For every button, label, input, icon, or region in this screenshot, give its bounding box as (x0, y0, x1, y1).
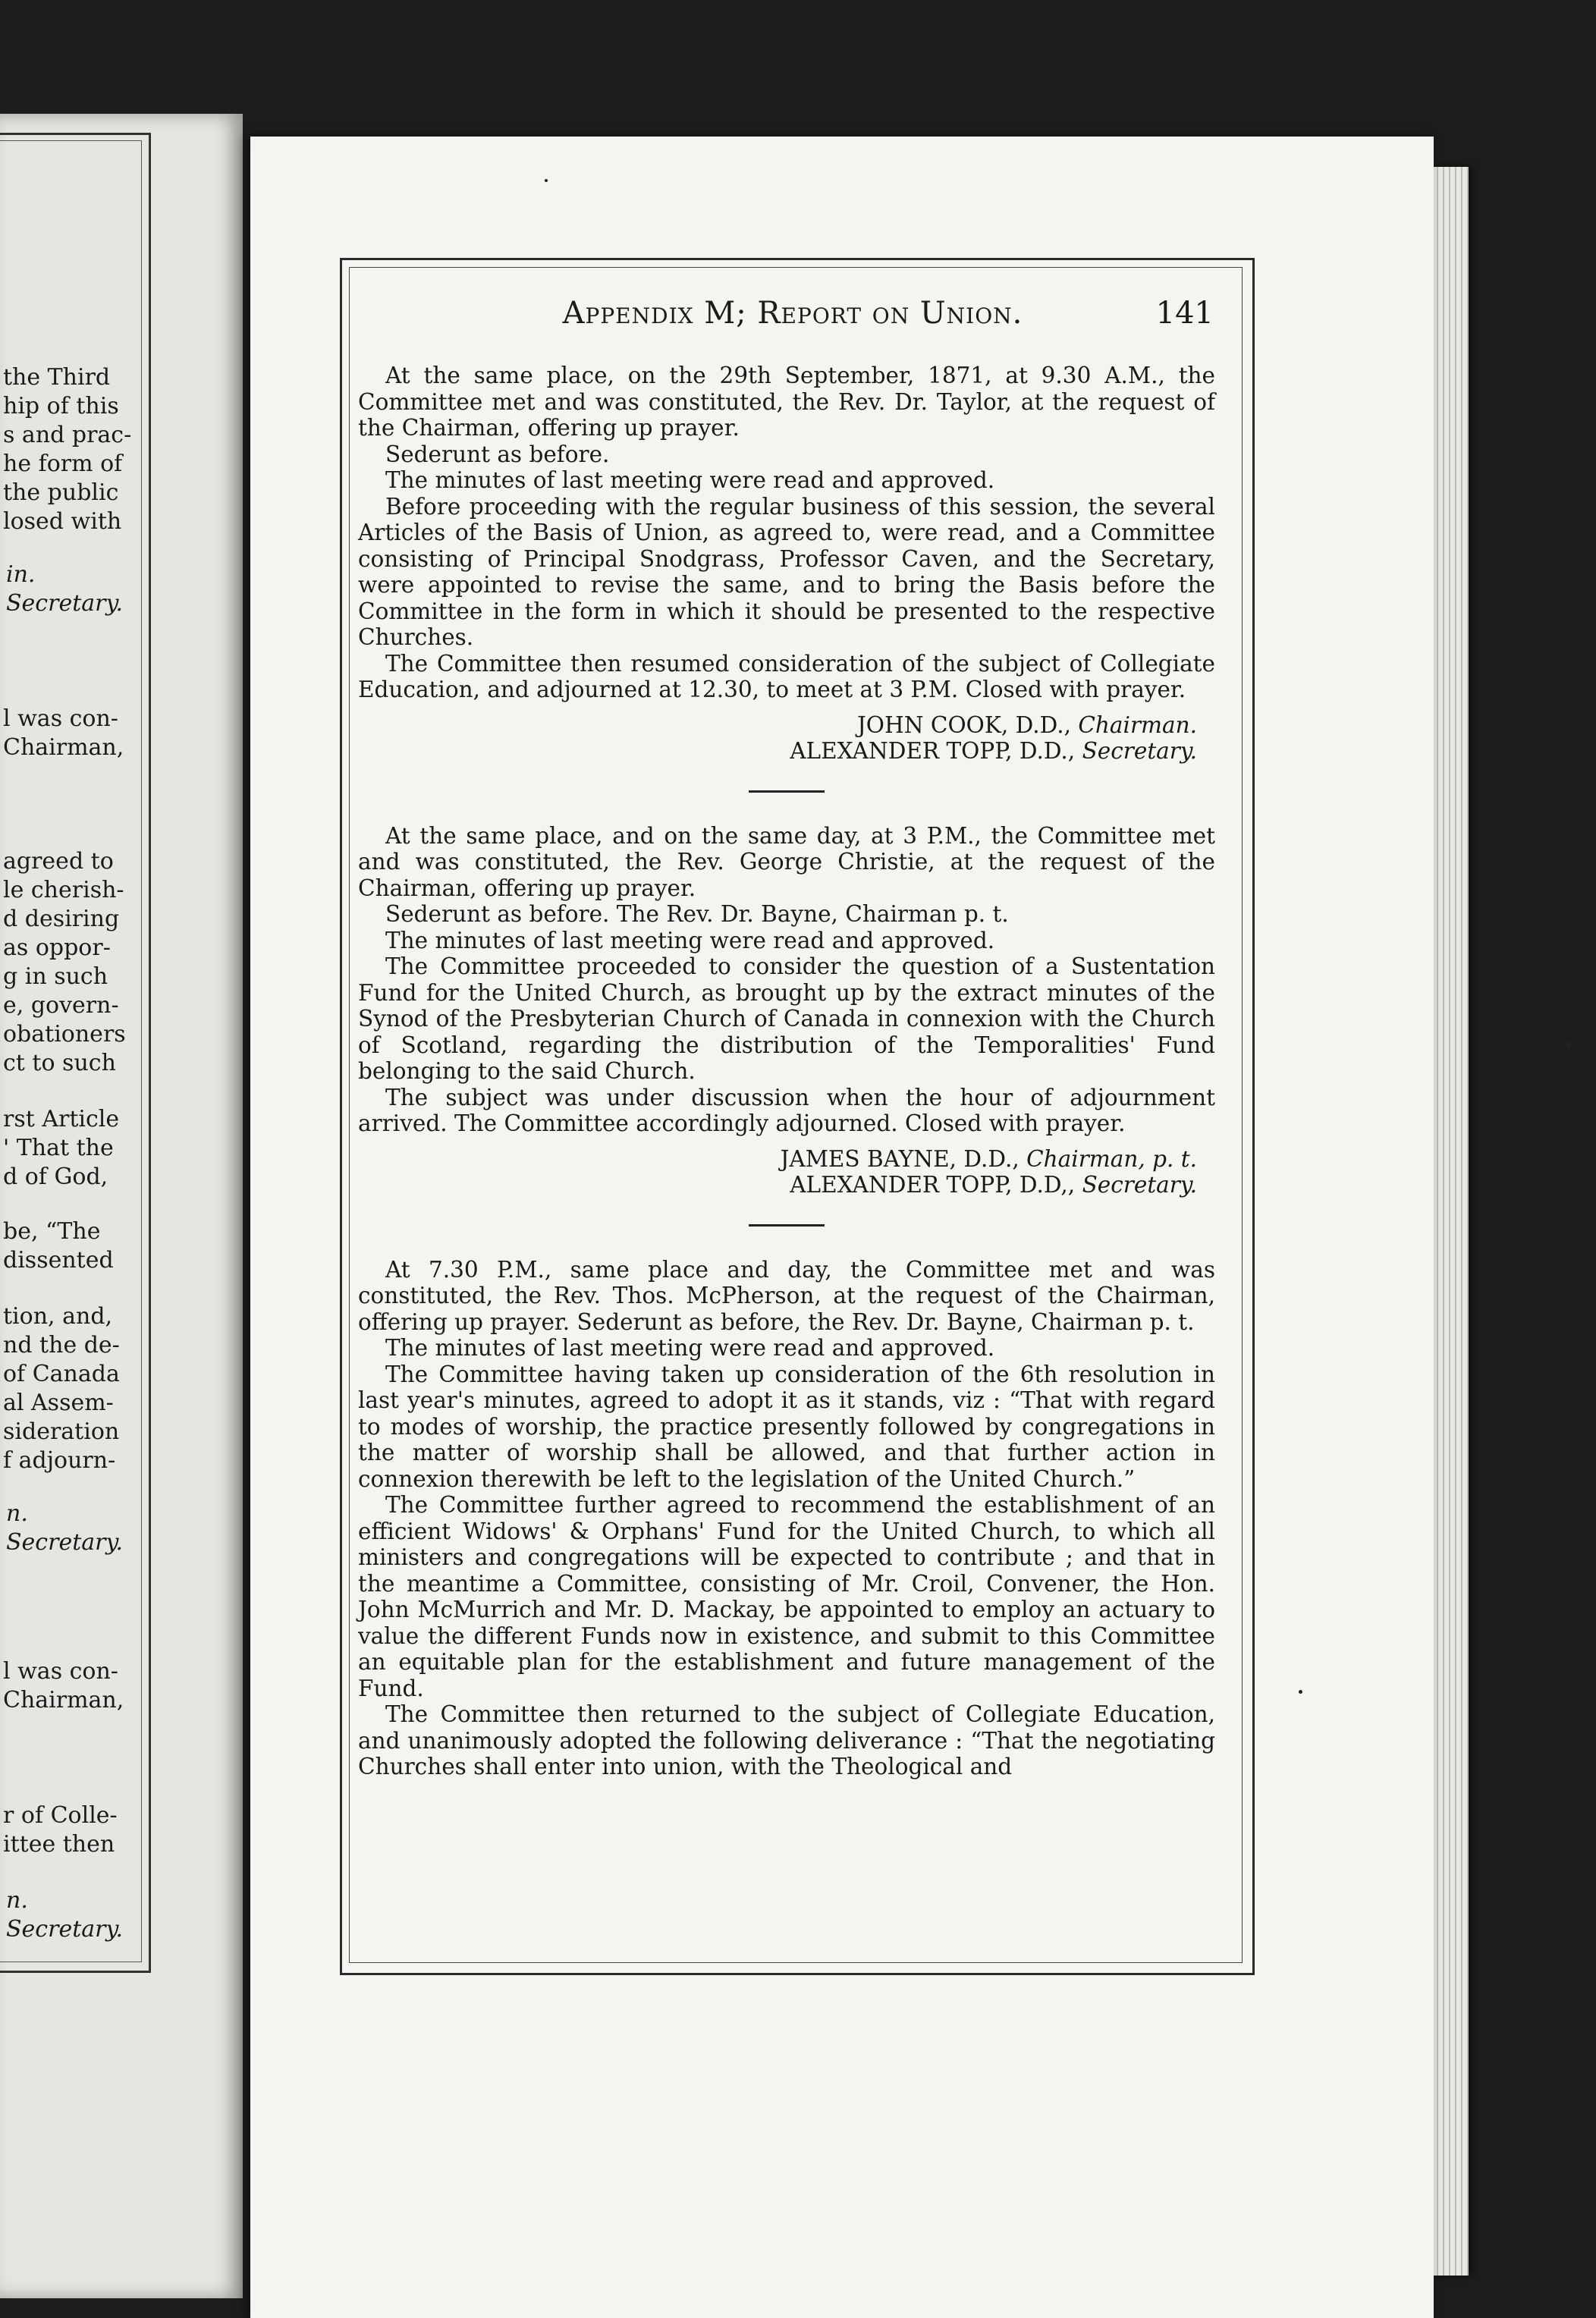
left-page-fragment: agreed to (3, 848, 114, 875)
signatory-name: JAMES BAYNE, D.D., (780, 1145, 1019, 1172)
left-page-fragment: e, govern- (3, 992, 119, 1019)
left-page-fragment: g in such (3, 963, 108, 990)
signatory-role: Secretary. (1082, 1172, 1197, 1198)
running-title: Appendix M; Report on Union. (562, 296, 1023, 331)
section-divider-rule (749, 790, 825, 793)
minute-paragraph: The Committee having taken up consideration of the 6th resolution in last year's minutes, agreed to adopt it as it stands, viz : “That with regard to modes of worship, the practice presently followed by congregations in the matter of worship shall be allowed, and that further action in connexion therewith be left to the legislation of the United Church.” (358, 1361, 1215, 1492)
left-page-fragment: ittee then (3, 1831, 115, 1858)
left-page-fragment: losed with (3, 508, 122, 535)
minute-paragraph: The Committee further agreed to recommend the establishment of an efficient Widows' & Orphans' Fund for the United Church, to which all ministers and congregations will be expected to contribute ; and that in the meantime a Committee, consisting of Mr. Croil, Convener, the Hon. John McMurrich and Mr. D. Mackay, be appointed to employ an actuary to value the different Funds now in existence, and submit to this Committee an equitable plan for the establishment and future management of the Fund. (358, 1492, 1215, 1701)
dust-speck (545, 179, 548, 182)
minute-paragraph: Sederunt as before. The Rev. Dr. Bayne, Chairman p. t. (385, 901, 1009, 927)
signatory-role: Secretary. (1082, 738, 1197, 764)
left-page-fragment: Chairman, (3, 734, 124, 761)
page-number: 141 (1155, 296, 1214, 331)
minute-paragraph: At the same place, and on the same day, at 3 P.M., the Committee met and was constituted, the Rev. George Christie, at the request of the Chairman, offering up prayer. (358, 822, 1215, 901)
left-page-fragment: obationers (3, 1021, 126, 1047)
dust-speck (1566, 1041, 1570, 1047)
left-page-fragment: dissented (3, 1247, 114, 1274)
left-page-fragment: of Canada (3, 1361, 120, 1387)
left-page-fragment: n. (6, 1887, 28, 1914)
minute-section (358, 823, 1215, 1198)
left-page-fragment: tion, and, (3, 1303, 113, 1330)
minute-paragraph: The minutes of last meeting were read and approved. (385, 467, 995, 493)
left-page-fragment: hip of this (3, 393, 119, 419)
left-page-fragment: r of Colle- (3, 1802, 118, 1829)
left-page-fragment: he form of (3, 451, 123, 477)
signature-line (358, 738, 1215, 765)
left-page-fragment: f adjourn- (3, 1447, 116, 1474)
left-page-fragment: be, “The (3, 1218, 101, 1245)
left-page-fragment: l was con- (3, 705, 118, 732)
signature-line (358, 1172, 1215, 1198)
signature-gap (358, 1137, 1215, 1146)
left-page-fragment: Chairman, (3, 1687, 124, 1713)
signatory-role: Chairman. (1078, 711, 1197, 738)
minute-paragraph: At 7.30 P.M., same place and day, the Committee met and was constituted, the Rev. Thos. McPherson, at the request of the Chairman, offering up prayer. Sederunt as before, the Rev. Dr. Bayne, Chairman p. t. (358, 1256, 1215, 1335)
minute-section (358, 363, 1215, 765)
dust-speck (1299, 1690, 1302, 1694)
left-page-fragment: Secretary. (6, 590, 123, 617)
left-page-fragment: the public (3, 479, 119, 506)
signature-line (358, 1146, 1215, 1173)
left-page-fragment: n. (6, 1500, 28, 1527)
left-page-fragment: d of God, (3, 1164, 108, 1190)
left-page-fragment: in. (6, 561, 36, 588)
signature-line (358, 712, 1215, 739)
minute-paragraph: Before proceeding with the regular business of this session, the several Articles of the Basis of Union, as agreed to, were read, and a Committee consisting of Principal Snodgrass, Professor Caven, and the Secretary, were appointed to revise the same, and to bring the Basis before the Committee in the form in which it should be presented to the respective Churches. (358, 493, 1215, 650)
left-page-fragment: nd the de- (3, 1332, 120, 1358)
left-page-fragment: ct to such (3, 1050, 116, 1076)
minute-paragraph: The Committee proceeded to consider the question of a Sustentation Fund for the United Church, as brought up by the extract minutes of the Synod of the Presbyterian Church of Canada in connexion with the Church of Scotland, regarding the distribution of the Temporalities' Fund belonging to the said Church. (358, 953, 1215, 1084)
signature-gap (358, 703, 1215, 712)
signatory-role: Chairman, p. t. (1026, 1145, 1197, 1172)
left-page-fragment: Secretary. (6, 1916, 123, 1943)
left-page-fragment: the Third (3, 364, 111, 391)
left-page-fragment: as oppor- (3, 934, 111, 961)
minute-section (358, 1257, 1215, 1780)
left-page-fragment: l was con- (3, 1658, 118, 1685)
left-page-fragment: al Assem- (3, 1390, 114, 1416)
left-page-fragment: s and prac- (3, 422, 132, 448)
minute-paragraph: Sederunt as before. (385, 441, 610, 467)
signatory-name: ALEXANDER TOPP, D.D., (790, 738, 1076, 764)
minute-paragraph: The Committee then resumed consideration of the subject of Collegiate Education, and adjourned at 12.30, to meet at 3 P.M. Closed with prayer. (358, 650, 1215, 702)
minute-paragraph: The minutes of last meeting were read and approved. (385, 927, 995, 953)
minute-paragraph: At the same place, on the 29th September, 1871, at 9.30 A.M., the Committee met and was constituted, the Rev. Dr. Taylor, at the request of the Chairman, offering up prayer. (358, 363, 1215, 441)
page-body (358, 363, 1215, 1780)
signatory-name: JOHN COOK, D.D., (856, 711, 1071, 738)
left-page-fragment: sideration (3, 1418, 120, 1445)
minute-paragraph: The minutes of last meeting were read and approved. (385, 1335, 995, 1361)
signatory-name: ALEXANDER TOPP, D.D,, (790, 1172, 1076, 1198)
section-divider-rule (749, 1224, 825, 1227)
minute-paragraph: The Committee then returned to the subject of Collegiate Education, and unanimously adopted the following deliverance : “That the negotiating Churches shall enter into union, with the Theological and (358, 1701, 1215, 1779)
left-page-fragment: ' That the (3, 1135, 114, 1161)
left-page-fragment: le cherish- (3, 877, 124, 903)
minute-paragraph: The subject was under discussion when the hour of adjournment arrived. The Committee accordingly adjourned. Closed with prayer. (358, 1084, 1215, 1136)
left-page-fragment: rst Article (3, 1106, 120, 1132)
left-page-fragment: d desiring (3, 906, 120, 932)
left-page-fragment: Secretary. (6, 1529, 123, 1556)
